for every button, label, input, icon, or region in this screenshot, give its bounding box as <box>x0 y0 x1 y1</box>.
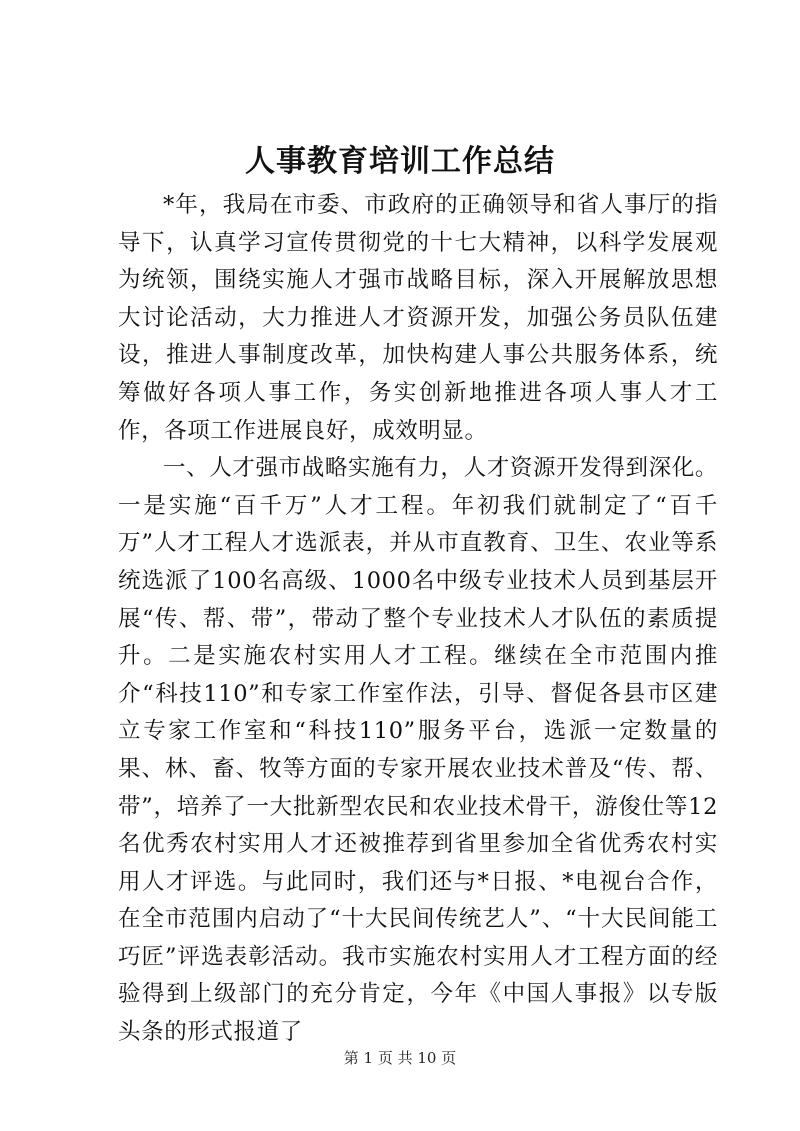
page-footer: 第 1 页 共 10 页 <box>343 1049 457 1067</box>
paragraph-intro: *年，我局在市委、市政府的正确领导和省人事厅的指导下，认真学习宣传贯彻党的十七大精神，以科学发展观为统领，围绕实施人才强市战略目标，深入开展解放思想大讨论活动，大力推进人才资源开发，加强公务员队伍建设，推进人事制度改革，加快构建人事公共服务体系，统筹做好各项人事工作，务实创新地推进各项人事人才工作，各项工作进展良好，成效明显。 <box>118 192 718 444</box>
document-title: 人事教育培训工作总结 <box>245 144 555 179</box>
document-body <box>118 187 718 1052</box>
paragraph-section-one: 一、人才强市战略实施有力，人才资源开发得到深化。一是实施“百千万”人才工程。年初我们就制定了“百千万”人才工程人才选派表，并从市直教育、卫生、农业等系统选派了100名高级、1000名中级专业技术人员到基层开展“传、帮、带”，带动了整个专业技术人才队伍的素质提升。二是实施农村实用人才工程。继续在全市范围内推介“科技110”和专家工作室作法，引导、督促各县市区建立专家工作室和“科技110”服务平台，选派一定数量的果、林、畜、牧等方面的专家开展农业技术普及“传、帮、带”，培养了一大批新型农民和农业技术骨干，游俊仕等12名优秀农村实用人才还被推荐到省里参加全省优秀农村实用人才评选。与此同时，我们还与*日报、*电视台合作，在全市范围内启动了“十大民间传统艺人”、“十大民间能工巧匠”评选表彰活动。我市实施农村实用人才工程方面的经验得到上级部门的充分肯定，今年《中国人事报》以专版头条的形式报道了 <box>118 455 718 1046</box>
